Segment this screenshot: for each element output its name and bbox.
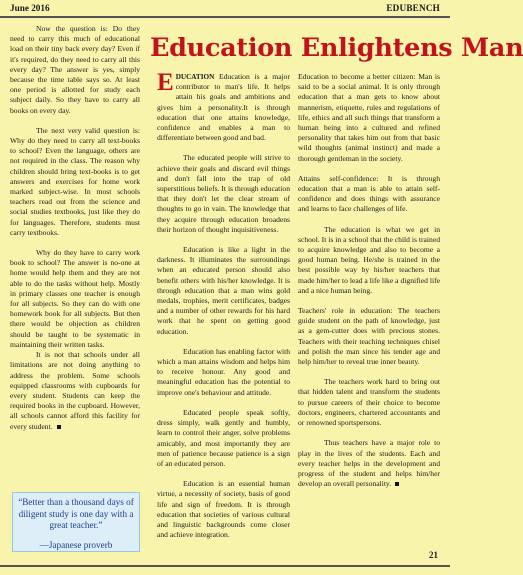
lead-paragraph xyxy=(157,69,290,143)
end-mark xyxy=(395,482,399,486)
end-mark xyxy=(57,425,61,429)
column-right xyxy=(298,72,440,489)
paragraph: Education has enabling factor with which a man attains wisdom and helps him to receive honour. Any good and meaningful education has the potential to improve one's behaviour and attitude. xyxy=(157,346,290,397)
paragraph: Educated people speak softly, dress simply, walk gently and humbly, learn to control their anger, solve problems amicably, and most importantly they are men of patience because patience is a sign of an educated person. xyxy=(157,407,290,468)
paragraph: Attains self-confidence: It is through education that a man is able to attain self-confidence and does things with assurance and learns to face challenges of life. xyxy=(298,173,440,214)
paragraph: Education is like a light in the darkness. It illuminates the surroundings when an educated person should also benefit others with his/her knowledge. It is through education that a man wins gold medals, trophies, merit certificates, badges and a number of other rewards for his hard work that he spent on getting good education. xyxy=(157,245,290,336)
paragraph: Why do they have to carry work book to school? The answer is no-one at home would help them and they are not able to do the tasks without help. Mostly in primary classes one teacher is enough for all subjects. So they can do with one homework book for all subjects. But then there would be objection as children should be taught to be systematic in maintaining their written tasks. xyxy=(10,248,140,349)
paragraph: The next very valid question is: Why do they need to carry all text-books to school? Even the language, others are not required in the class. The reason why children should bring text-books is to get answers and exercises for home work marked subject-wise. In most schools teachers read out from the science and social studies textbooks, just like they do for languages. Therefore, students must carry textbooks. xyxy=(10,125,140,237)
lead-word: DUCATION xyxy=(175,73,215,81)
paragraph: The educated people will strive to achieve their goals and discard evil things and don't fall into the trap of old superstitious beliefs. It is through education that they don't let the clear stream of thoughts to go in vain. The knowledge that they acquire through education broadens their horizon of thought inquisitiveness. xyxy=(157,153,290,234)
footer-rule xyxy=(0,565,450,567)
quote-text: “Better than a thousand days of diligent study is one day with a great teacher.” xyxy=(18,497,134,530)
paragraph: Now the question is: Do they need to carry this much of educational load on their tiny back every day? Even if it's required, do they need to carry all this every day? The answer is yes, simply because the time table says so. At least one period is allotted for study each subject daily. So they have to carry all books on every day. xyxy=(10,24,140,115)
paragraph: Education is an essential human virtue, a necessity of society, basis of good life and sign of freedom. It is through education that societies of various cultural and linguistic backgrounds come closer and achieve integration. xyxy=(157,479,290,540)
paragraph: Teachers' role in education: The teachers guide student on the path of knowledge, just as a gem-cutter does with precious stones. Teachers with their teaching techniques chisel and polish the man since his tender age and help him/her to reveal true inner beauty. xyxy=(298,306,440,367)
paragraph xyxy=(10,350,140,432)
drop-cap: E xyxy=(157,69,174,96)
column-left xyxy=(10,24,140,432)
paragraph: Education to become a better citizen: Man is said to be a social animal. It is only through education that a man gets to know about mannerism, etiquette, rules and regulations of life, ethics and all such things that transform a human being into a cultured and refined personality that takes him out from that basic wild thoughts (animal instinct) and made a thorough gentleman in the society. xyxy=(298,72,440,163)
issue-date: June 2016 xyxy=(10,3,50,13)
publication-name: EDUBENCH xyxy=(386,3,440,13)
paragraph-text: It is not that schools under all limitations are not doing anything to address the problem. Some schools equipped classrooms with cupboards for every student. Students can keep the required books in the cupboard. However, all schools cannot afford this facility for every student. xyxy=(10,350,140,431)
paragraph-text: Thus teachers have a major role to play in the lives of the students. Each and every teacher helps in the development and progress of the student and helps him/her develop an overall personality. xyxy=(298,438,440,489)
header-rule xyxy=(0,16,450,18)
quote-box xyxy=(12,492,140,552)
lead-text: Education is a major contributor to man's life. It helps attain his goals and ambitions and gives him a personality.It is through education that one attains knowledge, confidence and enables a man to differentiate between good and bad. xyxy=(157,72,290,143)
quote-attribution: —Japanese proverb xyxy=(39,539,113,550)
paragraph: The education is what we get in school. It is in a school that the child is trained to acquire knowledge and also to become a good human being. He/she is trained in the best possible way by his/her teachers that made him/her to lead a life like a dignified life and a nice human being. xyxy=(298,224,440,295)
article-title: Education Enlightens Man xyxy=(150,33,523,63)
page-number: 21 xyxy=(429,550,438,560)
column-middle xyxy=(157,69,290,540)
paragraph: The teachers work hard to bring out that hidden talent and transform the students to pursue careers of their choice to become doctors, engineers, chartered accountants and or renowned sportspersons. xyxy=(298,377,440,428)
paragraph xyxy=(298,438,440,489)
